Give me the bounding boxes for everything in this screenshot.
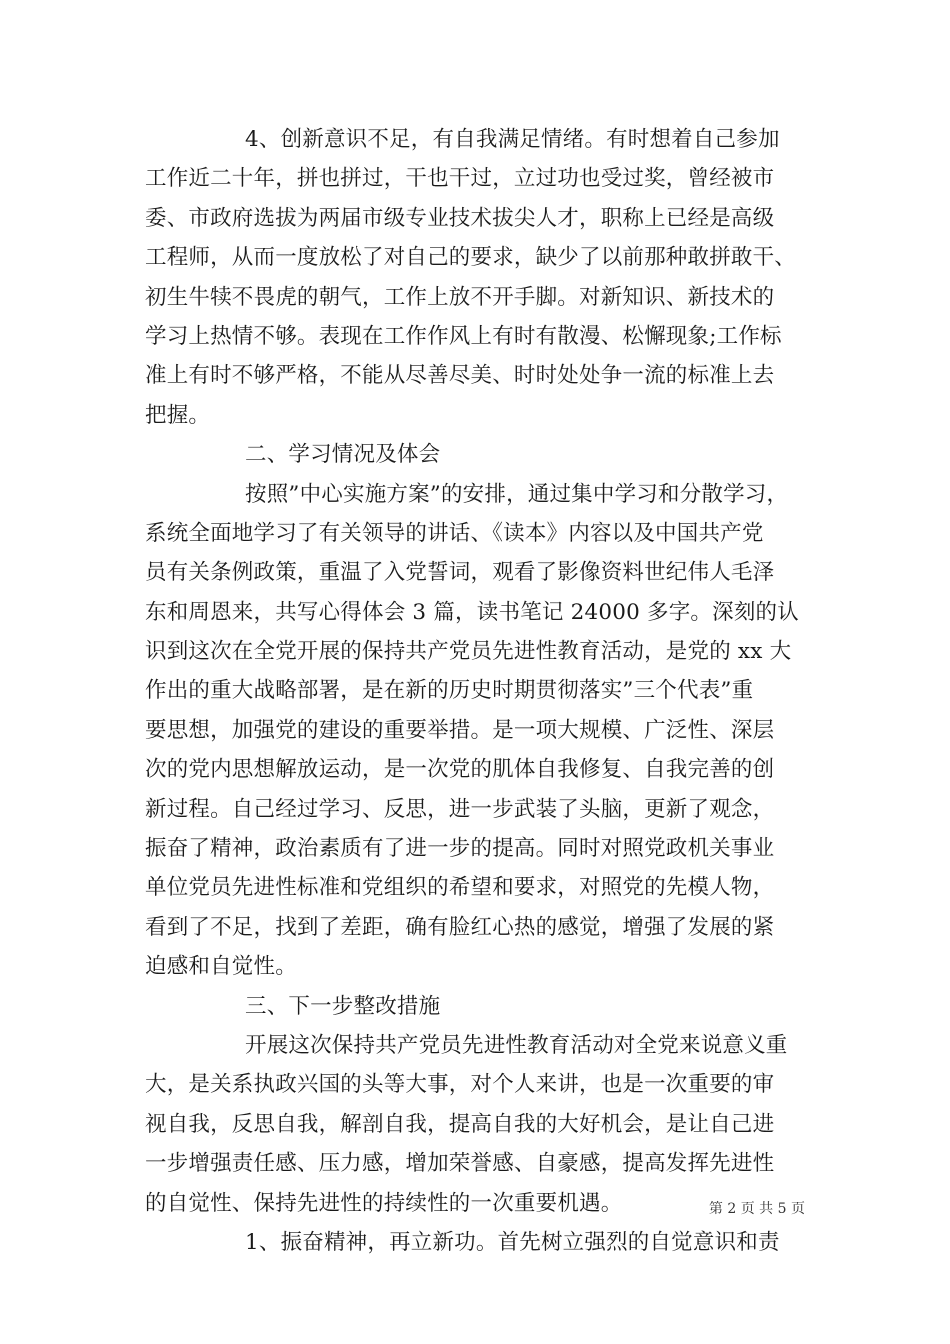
text-line: 按照”中心实施方案”的安排，通过集中学习和分散学习， xyxy=(245,481,789,507)
text-line: 振奋了精神，政治素质有了进一步的提高。同时对照党政机关事业 xyxy=(145,836,775,862)
text-line: 看到了不足，找到了差距，确有脸红心热的感觉，增强了发展的紧 xyxy=(145,914,775,940)
text-line: 开展这次保持共产党员先进性教育活动对全党来说意义重 xyxy=(245,1032,788,1058)
text-line: 准上有时不够严格，不能从尽善尽美、时时处处争一流的标准上去 xyxy=(145,363,775,389)
text-line: 识到这次在全党开展的保持共产党员先进性教育活动，是党的 xx 大 xyxy=(145,639,792,665)
text-line: 委、市政府选拔为两届市级专业技术拔尖人才，职称上已经是高级 xyxy=(145,205,775,231)
text-line: 4、创新意识不足，有自我满足情绪。有时想着自己参加 xyxy=(245,127,780,152)
text-line: 大，是关系执政兴国的头等大事，对个人来讲，也是一次重要的审 xyxy=(145,1072,775,1098)
document-body xyxy=(145,120,810,1262)
text-line: 作出的重大战略部署，是在新的历史时期贯彻落实”三个代表”重 xyxy=(145,678,754,704)
text-line: 初生牛犊不畏虎的朝气，工作上放不开手脚。对新知识、新技术的 xyxy=(145,284,775,310)
text-line: 工作近二十年，拼也拼过，干也干过，立过功也受过奖，曾经被市 xyxy=(145,166,775,192)
text-line: 学习上热情不够。表现在工作作风上有时有散漫、松懈现象;工作标 xyxy=(145,323,782,349)
text-line: 1、振奋精神，再立新功。首先树立强烈的自觉意识和责 xyxy=(245,1229,780,1255)
text-line: 把握。 xyxy=(145,402,211,428)
text-line: 单位党员先进性标准和党组织的希望和要求，对照党的先模人物， xyxy=(145,875,775,901)
text-line: 视自我，反思自我，解剖自我，提高自我的大好机会，是让自己进 xyxy=(145,1111,775,1137)
text-line: 一步增强责任感、压力感，增加荣誉感、自豪感，提高发挥先进性 xyxy=(145,1151,775,1177)
text-line: 次的党内思想解放运动，是一次党的肌体自我修复、自我完善的创 xyxy=(145,757,775,783)
text-line: 员有关条例政策，重温了入党誓词，观看了影像资料世纪伟人毛泽 xyxy=(145,560,775,586)
text-line: 系统全面地学习了有关领导的讲话、《读本》内容以及中国共产党 xyxy=(145,520,764,546)
text-line: 工程师，从而一度放松了对自己的要求，缺少了以前那种敢拼敢干、 xyxy=(145,245,797,271)
text-line: 迫感和自觉性。 xyxy=(145,954,297,980)
text-line: 新过程。自己经过学习、反思，进一步武装了头脑，更新了观念， xyxy=(145,796,775,822)
text-line: 二、学习情况及体会 xyxy=(245,442,441,468)
page-number: 第 2 页 共 5 页 xyxy=(708,1201,805,1217)
text-line: 的自觉性、保持先进性的持续性的一次重要机遇。 xyxy=(145,1190,623,1216)
text-line: 东和周恩来，共写心得体会 3 篇，读书笔记 24000 多字。深刻的认 xyxy=(145,599,799,625)
text-line: 要思想，加强党的建设的重要举措。是一项大规模、广泛性、深层 xyxy=(145,717,775,743)
text-line: 三、下一步整改措施 xyxy=(245,993,441,1019)
